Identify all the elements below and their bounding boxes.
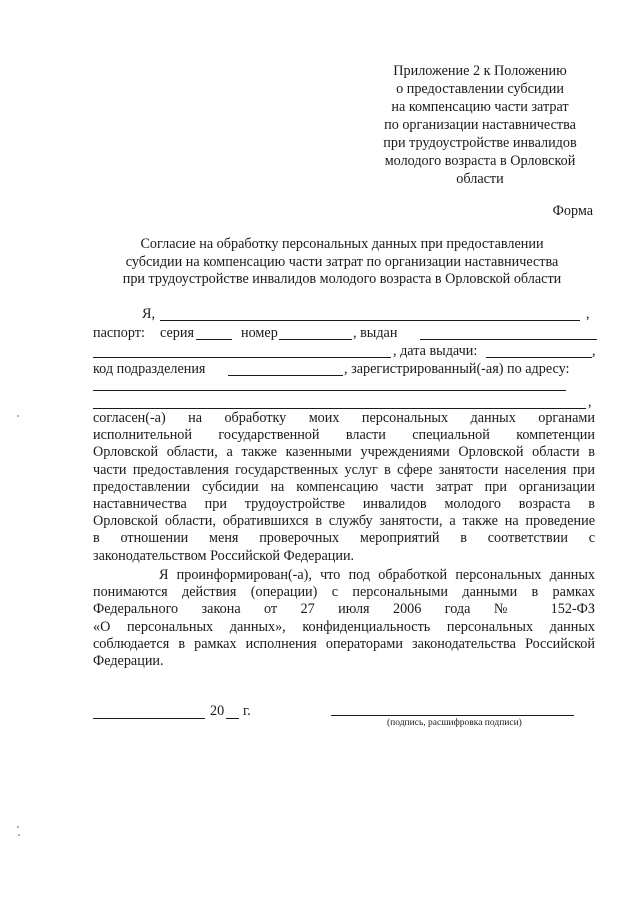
consent-line: части предоставления государственных услуг в сфере занятости населения при [93,461,595,478]
full-name-field[interactable] [160,320,580,321]
consent-line: предоставлении субсидии на компенсацию части затрат при организации [93,478,595,495]
date-field[interactable] [93,718,205,719]
issued-by-field[interactable] [420,339,597,340]
issue-date-field[interactable] [486,357,592,358]
scan-speck [17,826,19,828]
issued-label: , выдан [353,325,398,341]
appendix-line: о предоставлении субсидии [396,81,564,97]
i-label: Я, [142,306,156,322]
number-label: номер [241,325,278,341]
i-end: , [586,306,590,322]
informed-line: «О персональных данных», конфиденциальность персональных данных [93,618,595,635]
consent-line: в отношении меня проверочных мероприятий в соответствии с [93,530,595,547]
title-line: при трудоустройстве инвалидов молодого возраста в Орловской области [122,271,562,287]
appendix-line: на компенсацию части затрат [391,99,569,115]
informed-line: Федерального закона от 27 июля 2006 года № 152-ФЗ [93,601,595,618]
year-field[interactable] [226,718,239,719]
title-line: субсидии на компенсацию части затрат по организации наставничества [125,253,559,270]
passport-label: паспорт: [93,325,145,341]
title-line: Согласие на обработку персональных данных при предоставлении [140,236,544,252]
year-suffix: г. [243,703,251,719]
signature-caption: (подпись, расшифровка подписи) [387,718,522,728]
signature-field[interactable] [331,715,574,716]
appendix-line: молодого возраста в Орловской [384,153,576,169]
year-prefix: 20 [210,703,225,719]
consent-line: наставничества при трудоустройстве инвалидов молодого возраста в [93,496,595,513]
registered-label: , зарегистрированный(-ая) по адресу: [344,361,570,377]
consent-line: Орловской области, обратившихся в службу занятости, а также на проведение [93,513,595,530]
consent-line: согласен(-а) на обработку моих персональных данных органами [93,410,595,426]
address-field-line-1[interactable] [93,390,566,391]
appendix-header [360,62,600,188]
passport-series-field[interactable] [196,339,232,340]
informed-paragraph [93,567,595,670]
passport-number-field[interactable] [279,339,352,340]
informed-line: понимаются действия (операции) с персональными данными в рамках [93,584,595,601]
address-end: , [588,394,592,410]
informed-line: Федерации. [93,653,164,670]
appendix-line: области [456,171,504,187]
consent-line: исполнительной государственной власти специальной компетенции [93,427,595,444]
issue-date-end: , [592,343,596,359]
issued-by-continued-field[interactable] [93,357,391,358]
division-code-field[interactable] [228,375,343,376]
appendix-line: по организации наставничества [384,117,576,133]
informed-line: Я проинформирован(-а), что под обработкой персональных данных [159,567,595,583]
consent-line: законодательством Российской Федерации. [93,547,355,564]
scan-speck [17,415,19,417]
document-title [92,236,592,289]
appendix-line: Приложение 2 к Положению [393,63,567,79]
division-code-label: код подразделения [93,361,206,377]
series-label: серия [160,325,194,341]
scan-speck [18,834,20,836]
informed-line: соблюдается в рамках исполнения операторами законодательства Российской [93,635,595,652]
consent-paragraph [93,410,595,565]
address-field-line-2[interactable] [93,408,586,409]
appendix-line: при трудоустройстве инвалидов [383,135,577,151]
consent-line: Орловской области, а также казенными учреждениями Орловской области в [93,444,595,461]
form-label: Форма [552,203,593,219]
issue-date-label: , дата выдачи: [393,343,478,359]
